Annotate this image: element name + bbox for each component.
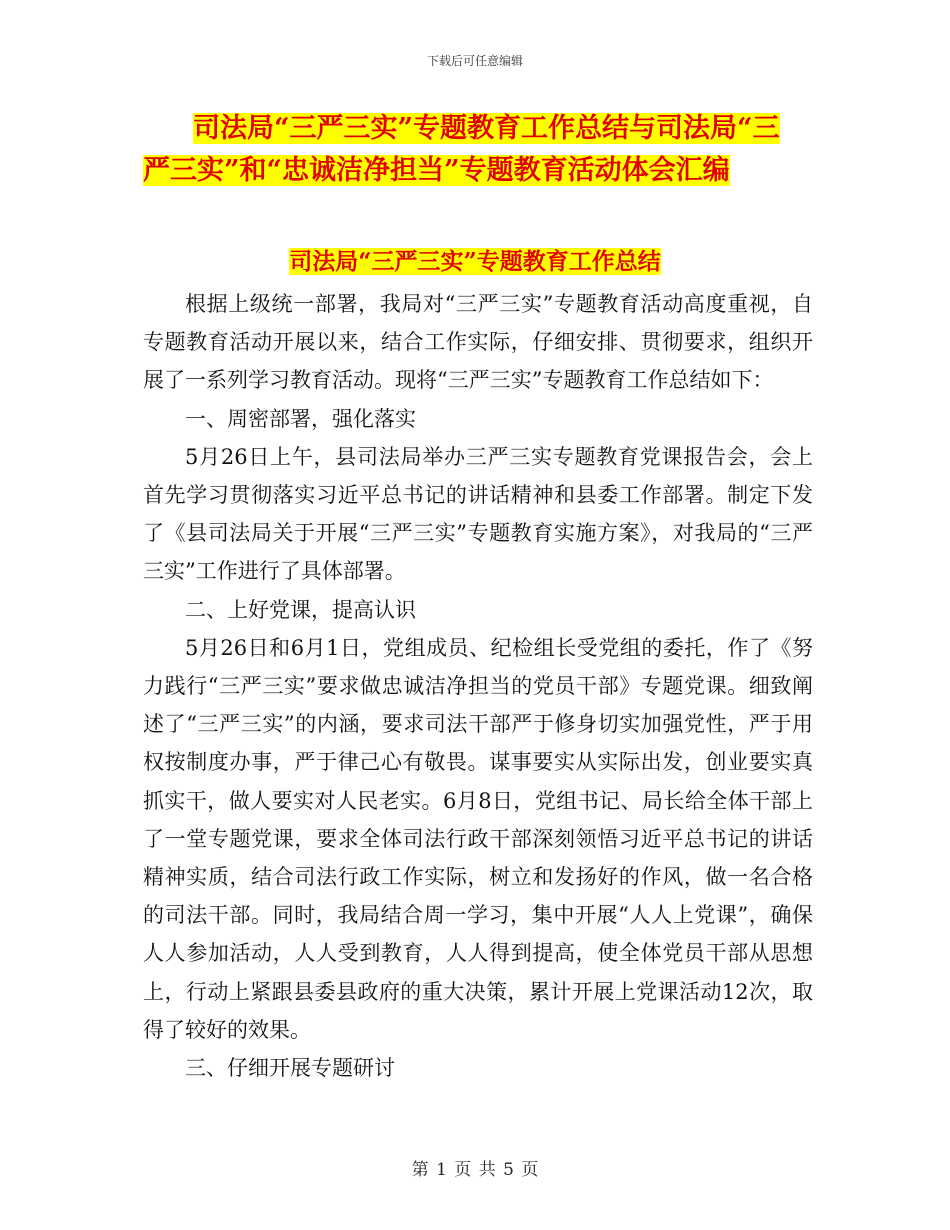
page-footer: 第 1 页 共 5 页 [411,1160,539,1180]
document-title [143,108,823,192]
paragraph-intro: 根据上级统一部署，我局对“三严三实”专题教育活动高度重视，自专题教育活动开展以来，结合工作实际，仔细安排、贯彻要求，组织开展了一系列学习教育活动。现将“三严三实”专题教育工作总结如下： [143,292,813,393]
heading-2: 二、上好党课，提高认识 [185,597,416,622]
paragraph-2: 5月26日和6月1日，党组成员、纪检组长受党组的委托，作了《努力践行“三严三实”要求做忠诚洁净担当的党员干部》专题党课。细致阐述了“三严三实”的内涵，要求司法干部严于修身切实加强党性，严于用权按制度办事，严于律己心有敬畏。谋事要实从实际出发，创业要实真抓实干，做人要实对人民老实。6月8日，党组书记、局长给全体干部上了一堂专题党课，要求全体司法行政干部深刻领悟习近平总书记的讲话精神实质，结合司法行政工作实际，树立和发扬好的作风，做一名合格的司法干部。同时，我局结合周一学习，集中开展“人人上党课”，确保人人参加活动，人人受到教育，人人得到提高，使全体党员干部从思想上，行动上紧跟县委县政府的重大决策，累计开展上党课活动12次，取得了较好的效果。 [143,635,813,1042]
section-title-text: 司法局“三严三实”专题教育工作总结 [289,248,661,275]
heading-3: 三、仔细开展专题研讨 [185,1056,395,1081]
title-line-1: 司法局“三严三实”专题教育工作总结与司法局“三 [193,113,780,144]
page-header: 下载后可任意编辑 [426,54,523,68]
section-title [0,245,950,279]
paragraph-1: 5月26日上午，县司法局举办三严三实专题教育党课报告会，会上首先学习贯彻落实习近平总书记的讲话精神和县委工作部署。制定下发了《县司法局关于开展“三严三实”专题教育实施方案》，对我局的“三严三实”工作进行了具体部署。 [143,444,813,584]
title-line-2: 严三实”和“忠诚洁净担当”专题教育活动体会汇编 [143,155,730,186]
body-text [143,285,813,1087]
heading-1: 一、周密部署，强化落实 [185,406,416,431]
